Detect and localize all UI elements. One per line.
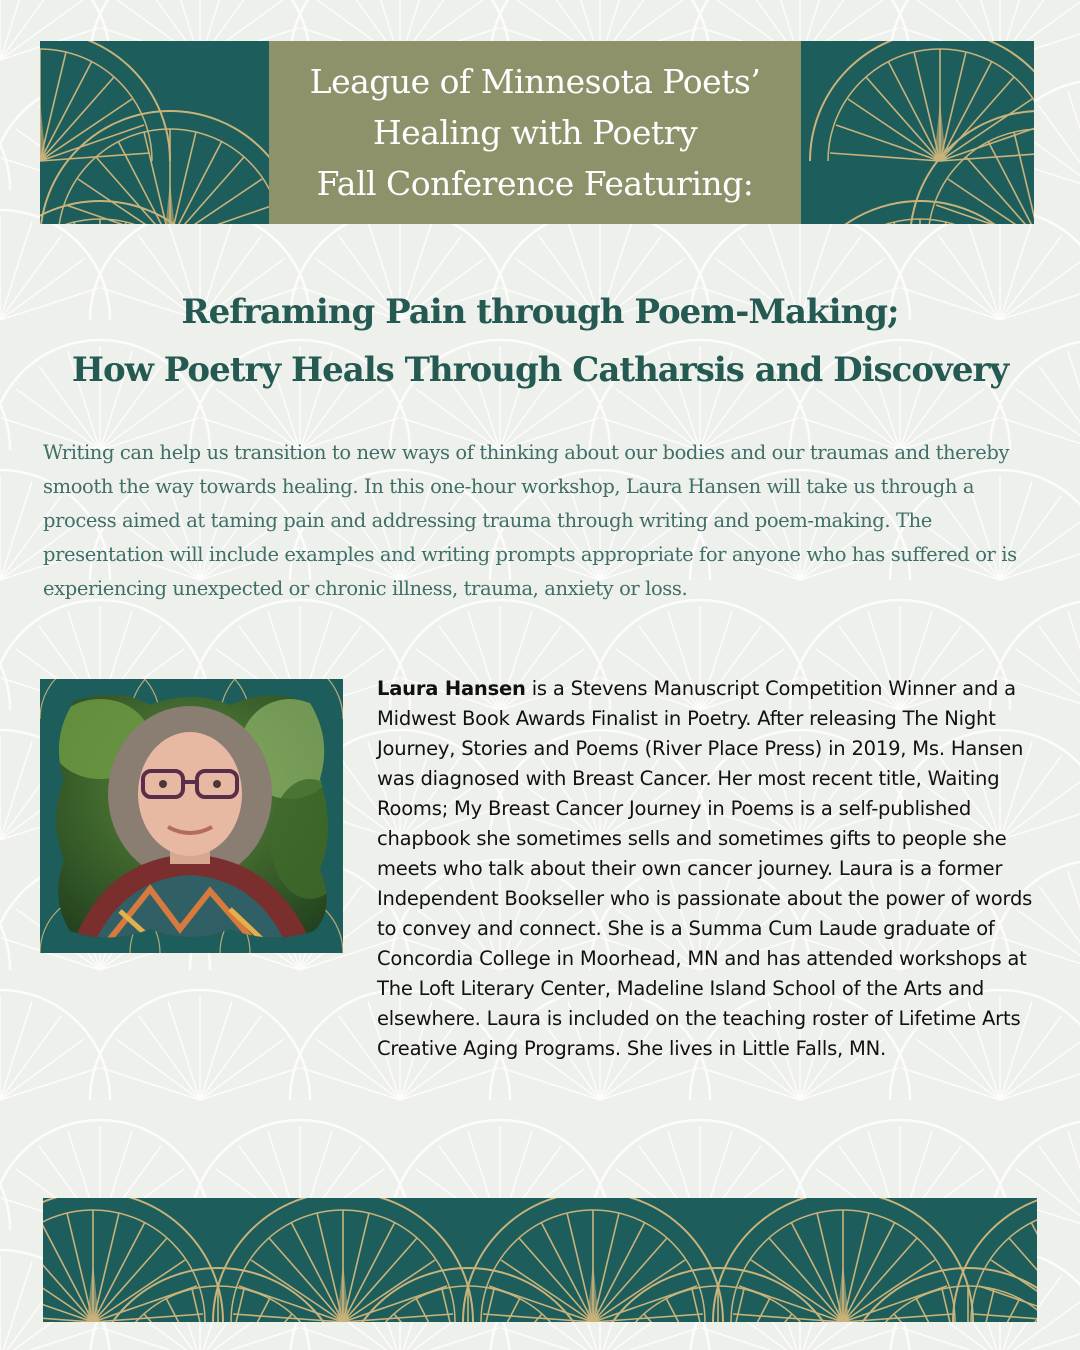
workshop-description: Writing can help us transition to new ways of thinking about our bodies and our traumas and thereby smooth the way towards healing. In this one-hour workshop, Laura Hansen will take us through a process aimed at taming pain and addressing trauma through writing and poem-making. The presentation will include examples and writing prompts appropriate for anyone who has suffered or is experiencing unexpected or chronic illness, trauma, anxiety or loss. xyxy=(43,441,1017,600)
header-line-1: League of Minnesota Poets’ xyxy=(309,62,761,101)
speaker-bio-text: is a Stevens Manuscript Competition Winner and a Midwest Book Awards Finalist in Poetry. After releasing The Night Journey, Stories and Poems (River Place Press) in 2019, Ms. Hansen was diagnosed with Breast Cancer. Her most recent title, Waiting Rooms; My Breast Cancer Journey in Poems is a self-published chapbook she sometimes sells and sometimes gifts to people she meets who talk about their own cancer journey. Laura is a former Independent Bookseller who is passionate about the power of words to convey and connect. She is a Summa Cum Laude graduate of Concordia College in Moorhead, MN and has attended workshops at The Loft Literary Center, Madeline Island School of the Arts and elsewhere. Laura is included on the teaching roster of Lifetime Arts Creative Aging Programs. She lives in Little Falls, MN. xyxy=(377,677,1033,1060)
speaker-photo xyxy=(40,679,343,953)
title-line-1: Reframing Pain through Poem-Making; xyxy=(181,292,899,332)
speaker-name: Laura Hansen xyxy=(377,677,526,700)
footer-banner xyxy=(43,1198,1037,1322)
title-line-2: How Poetry Heals Through Catharsis and Discovery xyxy=(71,350,1009,390)
header-banner xyxy=(40,41,1034,224)
header-line-3: Fall Conference Featuring: xyxy=(316,164,754,203)
speaker-photo-frame xyxy=(40,679,343,953)
workshop-title xyxy=(0,283,1080,399)
speaker-bio xyxy=(377,674,1042,1064)
art-deco-fan-pattern-footer xyxy=(43,1198,1037,1322)
header-title-box xyxy=(269,41,801,224)
header-line-2: Healing with Poetry xyxy=(372,113,698,152)
